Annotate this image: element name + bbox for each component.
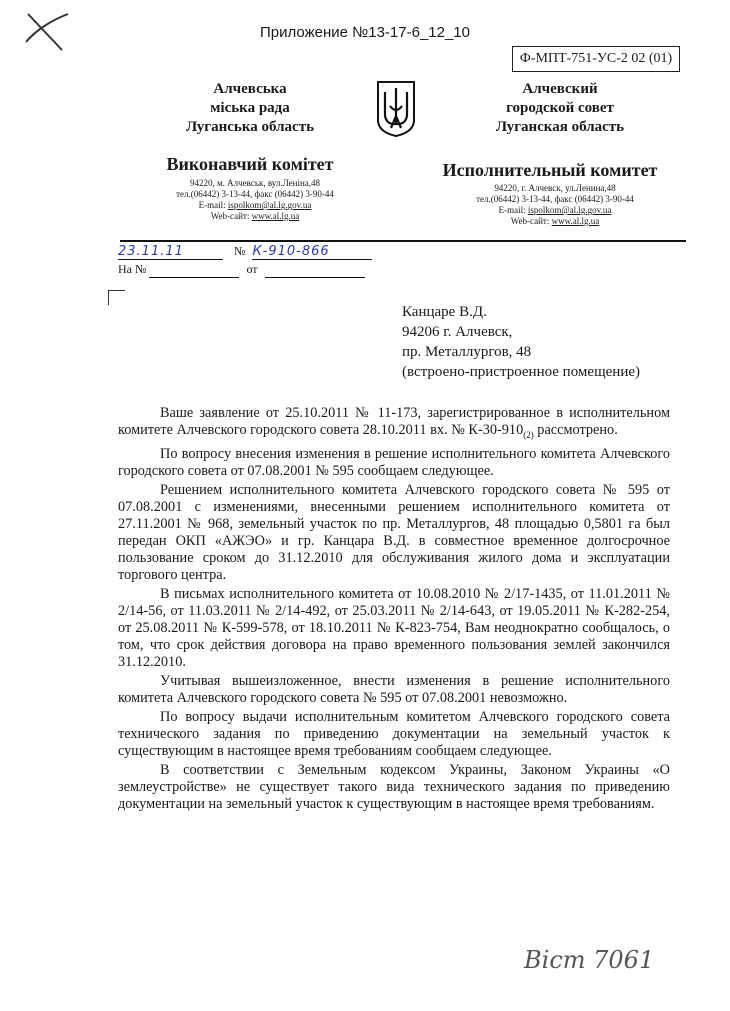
email-link[interactable]: ispolkom@al.lg.gov.ua bbox=[227, 200, 312, 210]
committee-title-ukrainian: Виконавчий комітет bbox=[166, 154, 334, 174]
registration-line bbox=[118, 244, 372, 260]
addressee-name: Канцаре В.Д. bbox=[402, 304, 487, 320]
coat-of-arms-icon bbox=[376, 80, 416, 138]
registration-number: К-910-866 bbox=[252, 244, 372, 260]
contact-web-line bbox=[140, 211, 370, 222]
address-bracket bbox=[108, 290, 125, 305]
addressee-premises: (встроено-пристроенное помещение) bbox=[402, 364, 640, 380]
reference-line bbox=[118, 262, 365, 278]
letter-body bbox=[118, 405, 670, 815]
contact-address: 94220, г. Алчевск, ул.Ленина,48 bbox=[494, 183, 616, 193]
web-label: Web-сайт: bbox=[210, 211, 252, 221]
registration-number-label: № bbox=[234, 244, 246, 258]
header-divider bbox=[120, 240, 686, 242]
contact-phone: тел.(06442) 3-13-44, факс (06442) 3-90-44 bbox=[476, 194, 634, 204]
reference-date-blank bbox=[265, 262, 365, 278]
web-link[interactable]: www.al.lg.ua bbox=[551, 216, 600, 226]
paragraph: По вопросу внесения изменения в решение исполнительного комитета Алчевского городского совета от 07.08.2001 № 595 сообщаем следующее. bbox=[118, 445, 670, 479]
addressee-street: пр. Металлургов, 48 bbox=[402, 344, 532, 360]
contact-web-line bbox=[445, 216, 665, 227]
form-code-box: Ф-МПТ-751-УС-2 02 (01) bbox=[512, 46, 680, 72]
email-label: E-mail: bbox=[498, 205, 528, 215]
council-name-ukrainian bbox=[160, 80, 340, 137]
contact-block-right bbox=[445, 183, 665, 227]
paragraph: Ваше заявление от 25.10.2011 № 11-173, зарегистрированное в исполнительном комитете Алчевского городского совета 28.10.2011 вх. № $К-30-910_{(2)}$ рассмотрено. bbox=[118, 405, 670, 440]
header-line: Алчевский bbox=[522, 81, 598, 97]
contact-phone: тел.(06442) 3-13-44, факс (06442) 3-90-44 bbox=[176, 189, 334, 199]
contact-block-left bbox=[140, 178, 370, 222]
subscript: (2) bbox=[523, 429, 534, 440]
committee-title-russian: Исполнительный комитет bbox=[442, 160, 658, 180]
paragraph: Решением исполнительного комитета Алчевского городского совета № 595 от 07.08.2001 с изменениями, внесенными решением исполнительного комитета от 27.11.2001 № 968, земельный участок по пр. Металлургов, 48 площадью 0,5801 га был передан ОКП «АЖЭО» и гр. Канцара В.Д. в совместное временное долгосрочное пользование сроком до 31.12.2010 для обслуживания жилого дома и эксплуатации торгового центра. bbox=[118, 481, 670, 583]
header-line: городской совет bbox=[506, 100, 614, 116]
header-line: Луганская область bbox=[495, 119, 625, 135]
web-link[interactable]: www.al.lg.ua bbox=[251, 211, 300, 221]
header-line: міська рада bbox=[210, 100, 290, 116]
addressee-block bbox=[402, 302, 640, 382]
paragraph: В письмах исполнительного комитета от 10.08.2010 № 2/17-1435, от 11.01.2011 № 2/14-56, от 11.03.2011 № 2/14-492, от 25.03.2011 № 2/14-643, от 19.05.2011 № К-282-254, от 25.08.2011 № К-599-578, от 18.10.2011 № К-823-754, Вам неоднократно сообщалось, о том, что срок действия договора на право временного пользования землей закончился 31.12.2010. bbox=[118, 585, 670, 670]
header-line: Луганська область bbox=[185, 119, 314, 135]
paragraph: В соответствии с Земельным кодексом Украины, Законом Украины «О землеустройстве» не существует такого вида технического задания по приведению документации на земельный участок к существующим в настоящее время требованиям. bbox=[118, 761, 670, 812]
registration-date: 23.11.11 bbox=[118, 244, 223, 260]
appendix-label: Приложение №13-17-6_12_10 bbox=[260, 24, 470, 41]
addressee-city: 94206 г. Алчевск, bbox=[402, 324, 513, 340]
reference-label: На № bbox=[118, 262, 147, 276]
paragraph: По вопросу выдачи исполнительным комитетом Алчевского городского совета технического задания по приведению документации на земельный участок к существующим в настоящее время требованиям сообщаем следующее. bbox=[118, 708, 670, 759]
header-line: Алчевська bbox=[213, 81, 287, 97]
reference-number-blank bbox=[149, 262, 239, 278]
contact-email-line bbox=[140, 200, 370, 211]
email-link[interactable]: ispolkom@al.lg.gov.ua bbox=[527, 205, 612, 215]
reference-from-label: от bbox=[246, 262, 258, 276]
handwritten-note: Віст 7061 bbox=[524, 946, 655, 974]
email-label: E-mail: bbox=[198, 200, 228, 210]
paragraph: Учитывая вышеизложенное, внести изменения в решение исполнительного комитета Алчевского городского совета № 595 от 07.08.2001 невозможно. bbox=[118, 672, 670, 706]
contact-address: 94220, м. Алчевськ, вул.Леніна,48 bbox=[189, 178, 321, 188]
web-label: Web-сайт: bbox=[510, 216, 552, 226]
council-name-russian bbox=[460, 80, 660, 137]
contact-email-line bbox=[445, 205, 665, 216]
